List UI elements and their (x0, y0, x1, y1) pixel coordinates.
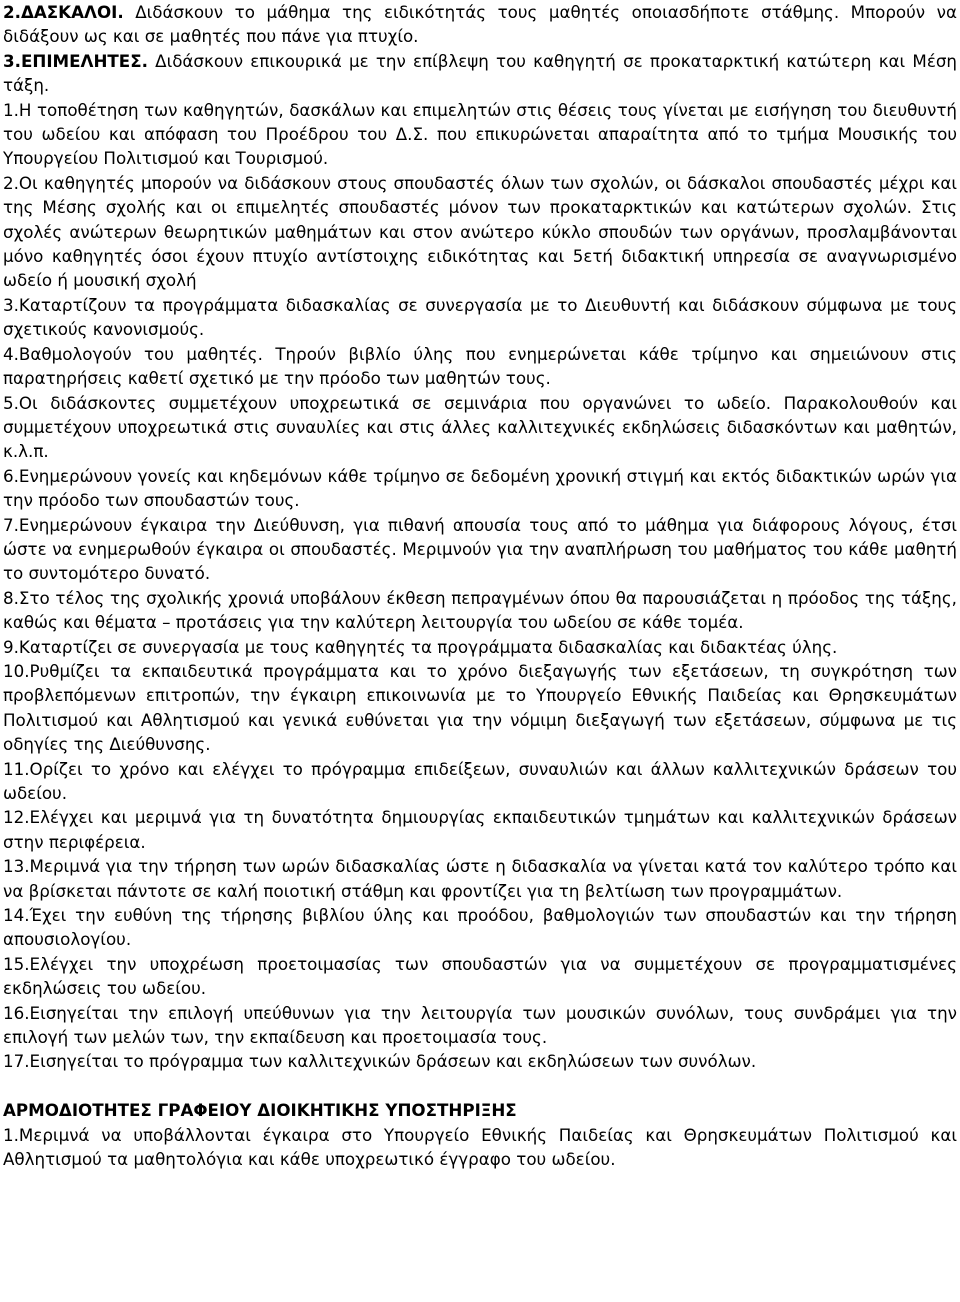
list-item: 16.Εισηγείται την επιλογή υπεύθυνων για την λειτουργία των μουσικών συνόλων, τους συνδράμει για την επιλογή των μελών των, την εκπαίδευση και προετοιμασία τους. (3, 1002, 957, 1048)
list-item: 14.Έχει την ευθύνη της τήρησης βιβλίου ύλης και προόδου, βαθμολογιών των σπουδαστών και την τήρηση απουσιολογίου. (3, 905, 957, 950)
list-item: 9.Καταρτίζει σε συνεργασία με τους καθηγητές τα προγράμματα διδασκαλίας και διδακτέας ύλης. (3, 636, 838, 657)
list-item: 5.Οι διδάσκοντες συμμετέχουν υποχρεωτικά σε σεμινάρια που οργανώνει το ωδείο. Παρακολουθούν και συμμετέχουν υποχρεωτικά στις συναυλίες και στις άλλες καλλιτεχνικές εκδηλώσεις διδασκόντων και μαθητών, κ.λ.π. (3, 392, 957, 462)
list-item: 12.Ελέγχει και μεριμνά για τη δυνατότητα δημιουργίας εκπαιδευτικών τμημάτων και καλλιτεχνικών δράσεων στην περιφέρεια. (3, 807, 957, 852)
list-item: 17.Εισηγείται το πρόγραμμα των καλλιτεχνικών δράσεων και εκδηλώσεων των συνόλων. (3, 1051, 757, 1072)
list-item: 8.Στο τέλος της σχολικής χρονιά υποβάλουν έκθεση πεπραγμένων όπου θα παρουσιάζεται η πρόοδος της τάξης, καθώς και θέματα – προτάσεις για την καλύτερη λειτουργία του ωδείου σε κάθε τομέα. (3, 587, 957, 633)
list-item: 4.Βαθμολογούν του μαθητές. Τηρούν βιβλίο ύλης που ενημερώνεται κάθε τρίμηνο και σημειώνουν στις παρατηρήσεις καθετί σχετικό με την πρόοδο των μαθητών τους. (3, 343, 957, 389)
list-item: 11.Ορίζει το χρόνο και ελέγχει το πρόγραμμα επιδείξεων, συναυλιών και άλλων καλλιτεχνικών δράσεων του ωδείου. (3, 758, 957, 803)
list-item: 15.Ελέγχει την υποχρέωση προετοιμασίας των σπουδαστών για να συμμετέχουν σε προγραμματισμένες εκδηλώσεις του ωδείου. (3, 953, 957, 999)
list-item: 13.Μεριμνά για την τήρηση των ωρών διδασκαλίας ώστε η διδασκαλία να γίνεται κατά τον καλύτερο τρόπο και να βρίσκεται πάντοτε σε καλή ποιοτική στάθμη και φροντίζει για τη βελτίωση των προγραμμάτων. (3, 856, 957, 901)
paragraph-teachers (3, 0, 957, 49)
section-spacer (3, 1074, 957, 1098)
paragraph-supervisors-text: Διδάσκουν επικουρικά με την επίβλεψη του καθηγητή σε προκαταρκτική κατώτερη και Μέση τάξη. (3, 50, 957, 96)
paragraph-teachers-text: Διδάσκουν το μάθημα της ειδικότητάς τους μαθητές οποιασδήποτε στάθμης. Μπορούν να διδάξουν ως και σε μαθητές που πάνε για πτυχίο. (3, 2, 957, 47)
paragraph-teachers-head: 2.ΔΑΣΚΑΛΟΙ. (3, 2, 124, 22)
list-item: 10.Ρυθμίζει τα εκπαιδευτικά προγράμματα και το χρόνο διεξαγωγής των εξετάσεων, τη συγκρότηση των προβλεπόμενων επιτροπών, την έγκαιρη επικοινωνία με το Υπουργείο Εθνικής Παιδείας και Θρησκευμάτων Πολιτισμού και Αθλητισμού και γενικά ευθύνεται για την νόμιμη διεξαγωγή των εξετάσεων, σύμφωνα με τις οδηγίες της Διεύθυνσης. (3, 660, 957, 755)
section-list-item: 1.Μεριμνά να υποβάλλονται έγκαιρα στο Υπουργείο Εθνικής Παιδείας και Θρησκευμάτων Πολιτισμού και Αθλητισμού τα μαθητολόγια και κάθε υποχρεωτικό έγγραφο του ωδείου. (3, 1124, 957, 1170)
list-item: 7.Ενημερώνουν έγκαιρα την Διεύθυνση, για πιθανή απουσία τους από το μάθημα για διάφορους λόγους, έτσι ώστε να ενημερωθούν έγκαιρα οι σπουδαστές. Μεριμνούν για την αναπλήρωση του μαθήματος του κάθε μαθητή το συντομότερο δυνατό. (3, 514, 957, 584)
list-item: 6.Ενημερώνουν γονείς και κηδεμόνων κάθε τρίμηνο σε δεδομένη χρονική στιγμή και εκτός διδακτικών ωρών για την πρόοδο των σπουδαστών τους. (3, 465, 957, 511)
list-item: 3.Καταρτίζουν τα προγράμματα διδασκαλίας σε συνεργασία με το Διευθυντή και διδάσκουν σύμφωνα με τους σχετικούς κανονισμούς. (3, 294, 957, 340)
section-heading: ΑΡΜΟΔΙΟΤΗΤΕΣ ΓΡΑΦΕΙΟΥ ΔΙΟΙΚΗΤΙΚΗΣ ΥΠΟΣΤΗΡΙΞΗΣ (3, 1100, 517, 1121)
list-item: 2.Οι καθηγητές μπορούν να διδάσκουν στους σπουδαστές όλων των σχολών, οι δάσκαλοι σπουδαστές μέχρι και της Μέσης σχολής και οι επιμελητές σπουδαστές μόνον των προκαταρκτικών και κατώτερων σχολών. Στις σχολές ανώτερων θεωρητικών μαθημάτων και στον ανώτερο κύκλο σπουδών των οργάνων, προσλαμβάνονται μόνο καθηγητές όσοι έχουν πτυχίο αντίστοιχης ειδικότητας και 5ετή διδακτική υπηρεσία σε αναγνωρισμένο ωδείο ή μουσική σχολή (3, 172, 957, 291)
paragraph-supervisors (3, 49, 957, 98)
list-item: 1.Η τοποθέτηση των καθηγητών, δασκάλων και επιμελητών στις θέσεις τους γίνεται με εισήγηση του διευθυντή του ωδείου και απόφαση του Προέδρου του Δ.Σ. που επικυρώνεται απαραίτητα από το τμήμα Μουσικής του Υπουργείου Πολιτισμού και Τουρισμού. (3, 99, 957, 169)
paragraph-supervisors-head: 3.ΕΠΙΜΕΛΗΤΕΣ. (3, 50, 148, 71)
